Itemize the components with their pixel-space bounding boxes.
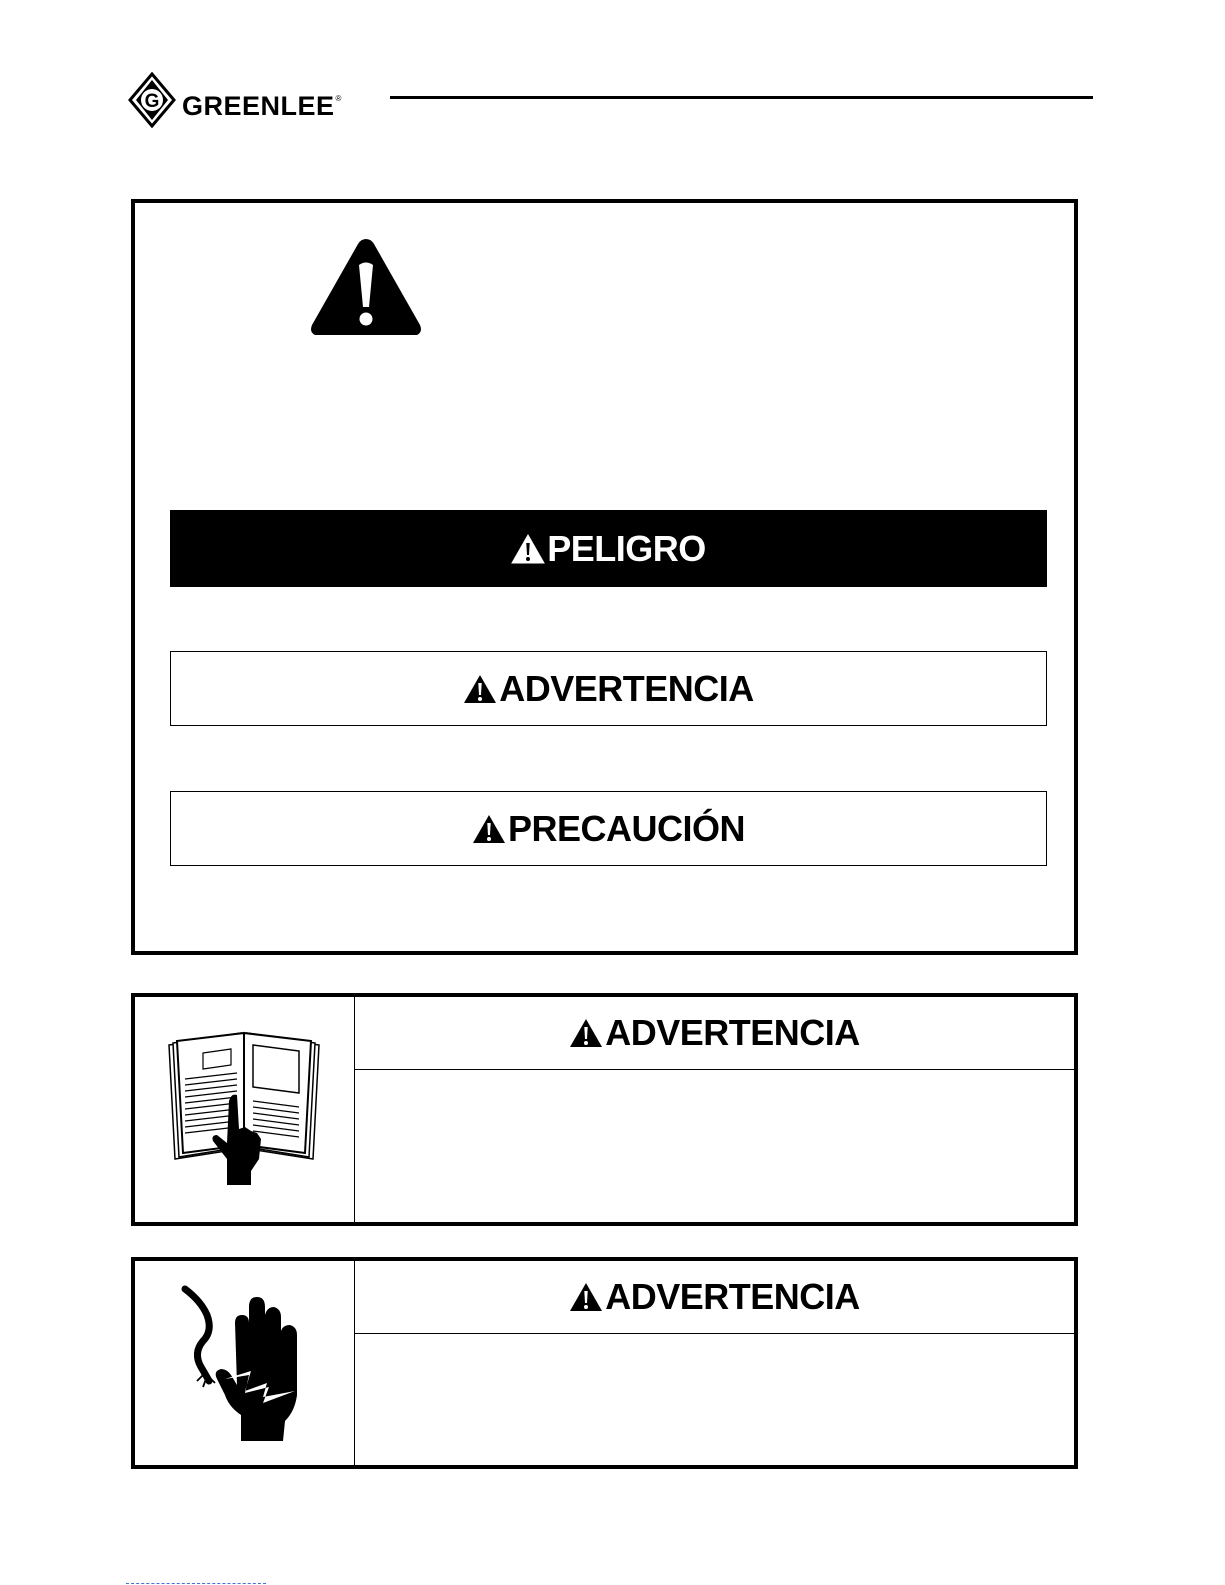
read-manual-warning-header <box>355 997 1074 1070</box>
caution-signal-banner <box>170 791 1047 866</box>
caution-label: PRECAUCIÓN <box>507 807 745 849</box>
caution-alert-icon <box>472 814 506 844</box>
svg-text:G: G <box>144 91 160 112</box>
warning-signal-banner <box>170 651 1047 726</box>
read-manual-warning-label: ADVERTENCIA <box>605 1012 860 1053</box>
warning-label: ADVERTENCIA <box>499 667 754 709</box>
brand-text: GREENLEE <box>182 91 335 121</box>
electric-shock-warning-label: ADVERTENCIA <box>605 1276 860 1317</box>
header-rule <box>390 96 1093 99</box>
trademark-symbol: ® <box>335 94 342 103</box>
electric-shock-icon <box>179 1283 309 1443</box>
greenlee-logo-icon <box>128 72 176 128</box>
safety-alert-icon <box>307 235 425 339</box>
read-manual-alert-icon <box>569 1018 603 1048</box>
electric-shock-pictogram-cell <box>135 1261 355 1465</box>
warning-alert-icon <box>463 674 497 704</box>
danger-signal-banner <box>170 510 1047 587</box>
electric-shock-warning-box <box>131 1257 1078 1469</box>
danger-label: PELIGRO <box>547 527 706 569</box>
danger-alert-icon <box>511 534 545 564</box>
read-manual-warning-box <box>131 993 1078 1226</box>
read-manual-pictogram-cell <box>135 997 355 1222</box>
brand-name <box>182 84 342 121</box>
safety-alert-box <box>131 199 1078 955</box>
electric-shock-alert-icon <box>569 1282 603 1312</box>
read-manual-icon <box>167 1031 323 1187</box>
electric-shock-warning-header <box>355 1261 1074 1334</box>
page-header <box>128 72 1093 128</box>
